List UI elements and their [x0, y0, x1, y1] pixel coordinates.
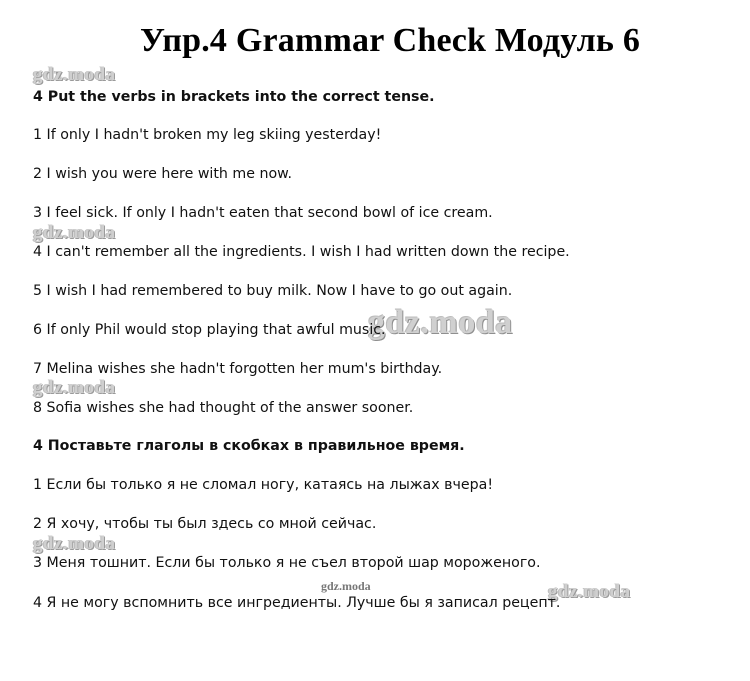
- answer-line: 7 Melina wishes she hadn't forgotten her mum's birthday.: [33, 361, 443, 377]
- exercise-heading-russian: 4 Поставьте глаголы в скобках в правильное время.: [33, 438, 465, 454]
- exercise-heading-english: 4 Put the verbs in brackets into the correct tense.: [33, 89, 435, 105]
- watermark-logo: gdz.moda: [33, 533, 116, 554]
- answer-line: 6 If only Phil would stop playing that awful music.: [33, 322, 386, 338]
- watermark-logo: gdz.moda: [368, 304, 513, 341]
- answer-line: 4 I can't remember all the ingredients. I wish I had written down the recipe.: [33, 244, 570, 260]
- answer-line: 2 I wish you were here with me now.: [33, 166, 292, 182]
- answer-line: 3 Меня тошнит. Если бы только я не съел второй шар мороженого.: [33, 555, 541, 571]
- answer-line: 1 Если бы только я не сломал ногу, катаясь на лыжах вчера!: [33, 477, 494, 493]
- watermark-logo: gdz.moda: [33, 377, 116, 398]
- watermark-logo: gdz.moda: [321, 579, 371, 593]
- watermark-logo: gdz.moda: [33, 64, 116, 85]
- watermark-logo: gdz.moda: [33, 222, 116, 243]
- page-title: Упр.4 Grammar Check Модуль 6: [139, 22, 641, 59]
- answer-line: 5 I wish I had remembered to buy milk. Now I have to go out again.: [33, 283, 513, 299]
- answer-line: 8 Sofia wishes she had thought of the answer sooner.: [33, 400, 414, 416]
- answer-line: 3 I feel sick. If only I hadn't eaten that second bowl of ice cream.: [33, 205, 493, 221]
- answer-line: 2 Я хочу, чтобы ты был здесь со мной сейчас.: [33, 516, 377, 532]
- watermark-logo: gdz.moda: [548, 581, 631, 602]
- answer-line: 1 If only I hadn't broken my leg skiing yesterday!: [33, 127, 382, 143]
- answer-line: 4 Я не могу вспомнить все ингредиенты. Лучше бы я записал рецепт.: [33, 595, 561, 611]
